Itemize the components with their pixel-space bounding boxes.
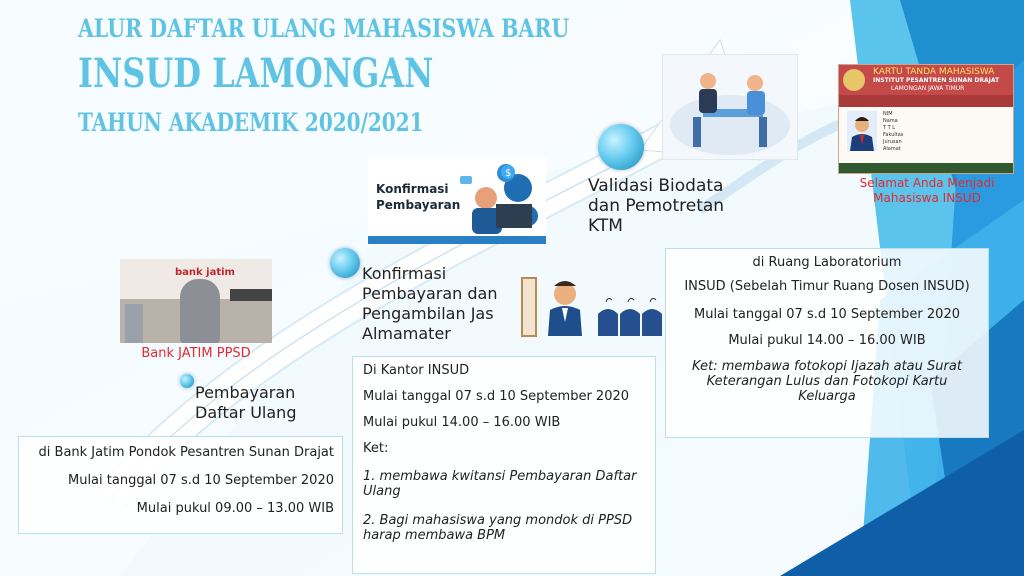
step3-time: Mulai pukul 14.00 – 16.00 WIB bbox=[728, 333, 926, 348]
step2-note2: 2. Bagi mahasiswa yang mondok di PPSD harap membawa BPM bbox=[363, 513, 633, 543]
step2-time: Mulai pukul 14.00 – 16.00 WIB bbox=[363, 415, 561, 430]
step3-info-box bbox=[665, 248, 989, 438]
step3-label: Validasi Biodata dan Pemotretan KTM bbox=[588, 176, 725, 236]
title-line3: TAHUN AKADEMIK 2020/2021 bbox=[78, 108, 424, 137]
step1-place: di Bank Jatim Pondok Pesantren Sunan Drajat bbox=[38, 445, 334, 460]
ktm-card bbox=[838, 64, 1014, 174]
ktm-field-nim: NIM bbox=[883, 111, 893, 117]
student-photo bbox=[847, 111, 877, 151]
ktm-fields bbox=[883, 111, 903, 153]
ktm-caption: Selamat Anda Menjadi Mahasiswa INSUD bbox=[859, 176, 995, 205]
step3-date: Mulai tanggal 07 s.d 10 September 2020 bbox=[693, 307, 960, 322]
ktm-institute: INSTITUT PESANTREN SUNAN DRAJAT bbox=[873, 77, 1000, 84]
step2-note1: 1. membawa kwitansi Pembayaran Daftar Ulang bbox=[363, 469, 637, 499]
step1-info-box bbox=[18, 436, 343, 534]
step2-info-box bbox=[352, 356, 656, 574]
step1-label: Pembayaran Daftar Ulang bbox=[195, 383, 297, 422]
step2-ket: Ket: bbox=[363, 441, 389, 456]
step1-time: Mulai pukul 09.00 – 13.00 WIB bbox=[136, 501, 334, 516]
bank-caption: Bank JATIM PPSD bbox=[141, 346, 251, 361]
title-line2: INSUD LAMONGAN bbox=[78, 50, 434, 97]
svg-text:$: $ bbox=[505, 168, 512, 179]
banner-text-1: Konfirmasi bbox=[376, 182, 449, 196]
step2-circle bbox=[330, 248, 360, 278]
ktm-field-jurusan: Jurusan bbox=[883, 139, 902, 145]
meeting-illustration bbox=[662, 54, 798, 160]
bank-sign: bank jatim bbox=[175, 267, 235, 278]
ktm-title: KARTU TANDA MAHASISWA bbox=[873, 67, 995, 77]
ktm-field-alamat: Alamat bbox=[883, 146, 901, 152]
ktm-field-nama: Nama bbox=[883, 118, 898, 124]
step3-note: Ket: membawa fotokopi Ijazah atau Surat Keterangan Lulus dan Fotokopi Kartu Keluarga bbox=[692, 359, 962, 404]
customer-figure bbox=[180, 279, 220, 343]
step3-room: INSUD (Sebelah Timur Ruang Dosen INSUD) bbox=[684, 279, 970, 294]
bank-jatim-photo bbox=[120, 259, 272, 343]
step2-place: Di Kantor INSUD bbox=[363, 363, 470, 378]
step2-label: Konfirmasi Pembayaran dan Pengambilan Jas Almamater bbox=[362, 264, 498, 343]
title-line1: ALUR DAFTAR ULANG MAHASISWA BARU bbox=[78, 14, 570, 43]
step3-circle bbox=[598, 124, 644, 170]
step3-place: di Ruang Laboratorium bbox=[752, 255, 902, 270]
almamater-jacket-icons bbox=[518, 274, 668, 340]
ktm-city: LAMONGAN JAWA TIMUR bbox=[891, 85, 965, 92]
ktm-field-fakultas: Fakultas bbox=[883, 132, 904, 138]
ktm-field-ttl: T T L bbox=[883, 125, 896, 131]
konfirmasi-banner bbox=[368, 158, 546, 244]
insud-logo bbox=[843, 69, 865, 91]
step1-date: Mulai tanggal 07 s.d 10 September 2020 bbox=[67, 473, 334, 488]
banner-text-2: Pembayaran bbox=[376, 198, 461, 212]
step2-date: Mulai tanggal 07 s.d 10 September 2020 bbox=[363, 389, 630, 404]
step1-circle bbox=[180, 374, 194, 388]
